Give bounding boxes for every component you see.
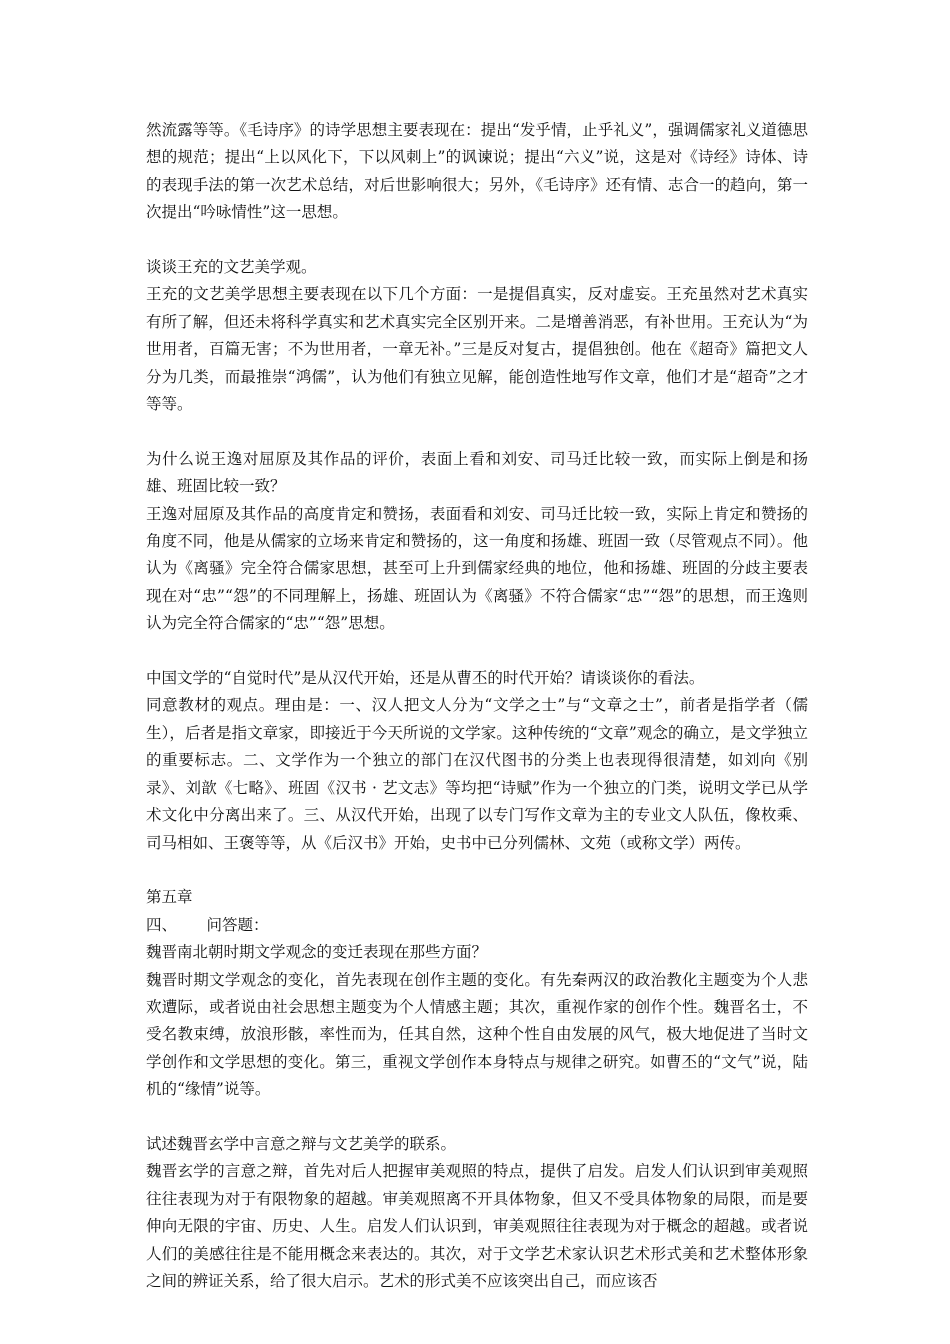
- document-page: [146, 117, 808, 1295]
- question-zijue-shidai: 中国文学的“自觉时代”是从汉代开始，还是从曹丕的时代开始？请谈谈你的看法。: [146, 669, 705, 688]
- section-wang-chong: [146, 254, 808, 418]
- paragraph-gap: [146, 418, 808, 445]
- paragraph-mao-shi-xu-answer: 然流露等等。《毛诗序》的诗学思想主要表现在：提出“发乎情，止乎礼义”，强调儒家礼义道德思想的规范；提出“上以风化下，下以风刺上”的讽谏说；提出“六义”说，这是对《诗经》诗体、诗的表现手法的第一次艺术总结，对后世影响很大；另外，《毛诗序》还有情、志合一的趋向，第一次提出“吟咏情性”这一思想。: [146, 121, 808, 222]
- question-wang-yi: 为什么说王逸对屈原及其作品的评价，表面上看和刘安、司马迁比较一致，而实际上倒是和扬雄、班固比较一致？: [146, 449, 808, 496]
- subsection-heading: 四、 问答题：: [146, 915, 269, 934]
- section-yanyi-zhibian: [146, 1131, 808, 1295]
- paragraph-gap: [146, 227, 808, 254]
- section-wang-yi: [146, 446, 808, 638]
- question-wenxue-guannian: 魏晋南北朝时期文学观念的变迁表现在那些方面？: [146, 943, 488, 962]
- section-zijue-shidai: [146, 665, 808, 857]
- answer-zijue-shidai: 同意教材的观点。理由是：一、汉人把文人分为“文学之士”与“文章之士”，前者是指学者（儒生），后者是指文章家，即接近于今天所说的文学家。这种传统的“文章”观念的确立，是文学独立的重要标志。二、文学作为一个独立的部门在汉代图书的分类上也表现得很清楚，如刘向《别录》、刘歆《七略》、班固《汉书 · 艺文志》等均把“诗赋”作为一个独立的门类，说明文学已从学术文化中分离出来了。三、从汉代开始，出现了以专门写作文章为主的专业文人队伍，像枚乘、司马相如、王褒等等，从《后汉书》开始，史书中已分列儒林、文苑（或称文学）两传。: [146, 696, 808, 852]
- section-mao-shi-xu: [146, 117, 808, 227]
- chapter-heading: 第五章: [146, 888, 193, 907]
- section-chapter-five: [146, 884, 808, 1103]
- question-wang-chong: 谈谈王充的文艺美学观。: [146, 258, 317, 277]
- answer-wang-yi: 王逸对屈原及其作品的高度肯定和赞扬，表面看和刘安、司马迁比较一致，实际上肯定和赞扬的角度不同，他是从儒家的立场来肯定和赞扬的，这一角度和扬雄、班固一致（尽管观点不同）。他认为《离骚》完全符合儒家思想，甚至可上升到儒家经典的地位，他和扬雄、班固的分歧主要表现在对“忠”“怨”的不同理解上，扬雄、班固认为《离骚》不符合儒家“忠”“怨”的思想，而王逸则认为完全符合儒家的“忠”“怨”思想。: [146, 504, 808, 633]
- paragraph-gap: [146, 1104, 808, 1131]
- paragraph-gap: [146, 638, 808, 665]
- answer-yanyi-zhibian: 魏晋玄学的言意之辩，首先对后人把握审美观照的特点，提供了启发。启发人们认识到审美观照往往表现为对于有限物象的超越。审美观照离不开具体物象，但又不受具体物象的局限，而是要伸向无限的宇宙、历史、人生。启发人们认识到，审美观照往往表现为对于概念的超越。或者说人们的美感往往是不能用概念来表达的。其次，对于文学艺术家认识艺术形式美和艺术整体形象之间的辨证关系，给了很大启示。艺术的形式美不应该突出自己，而应该否: [146, 1162, 808, 1290]
- paragraph-gap: [146, 857, 808, 884]
- question-yanyi-zhibian: 试述魏晋玄学中言意之辩与文艺美学的联系。: [146, 1134, 457, 1153]
- answer-wenxue-guannian: 魏晋时期文学观念的变化，首先表现在创作主题的变化。有先秦两汉的政治教化主题变为个人悲欢遭际，或者说由社会思想主题变为个人情感主题；其次，重视作家的创作个性。魏晋名士，不受名教束缚，放浪形骸，率性而为，任其自然，这种个性自由发展的风气，极大地促进了当时文学创作和文学思想的变化。第三，重视文学创作本身特点与规律之研究。如曹丕的“文气”说，陆机的“缘情”说等。: [146, 970, 808, 1099]
- answer-wang-chong: 王充的文艺美学思想主要表现在以下几个方面：一是提倡真实，反对虚妄。王充虽然对艺术真实有所了解，但还未将科学真实和艺术真实完全区别开来。二是增善消恶，有补世用。王充认为“为世用者，百篇无害；不为世用者，一章无补。”三是反对复古，提倡独创。他在《超奇》篇把文人分为几类，而最推崇“鸿儒”，认为他们有独立见解，能创造性地写作文章，他们才是“超奇”之才等等。: [146, 285, 808, 414]
